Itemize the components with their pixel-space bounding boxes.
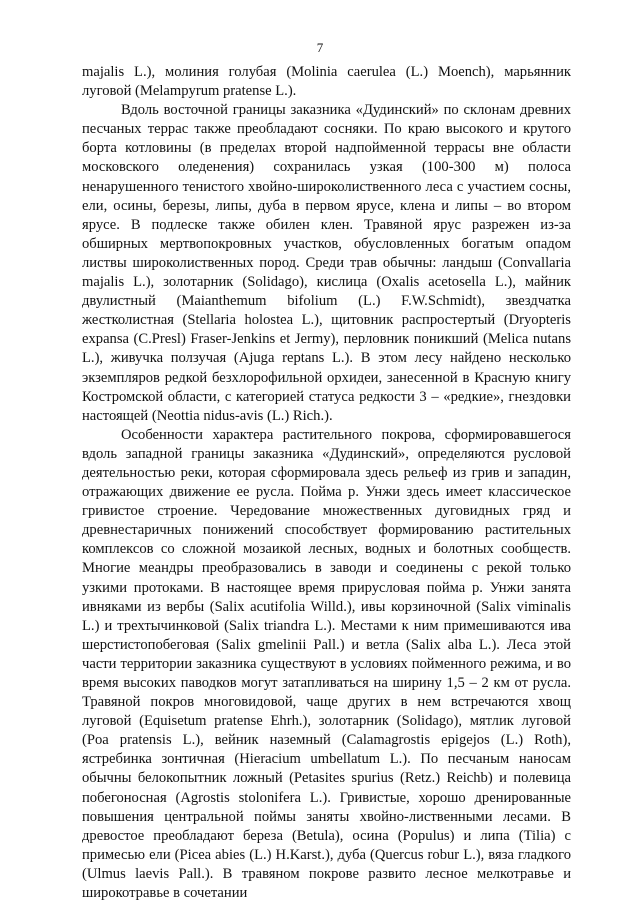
paragraph-western-border: Особенности характера растительного покрова, сформировавшегося вдоль западной границы заказника «Дудинский», определяются русловой деятельностью реки, которая сформировала здесь рельеф из грив и западин, отражающих движение ее русла. Пойма р. Унжи здесь имеет классическое гривистое строение. Чередование множественных дуговидных гряд и древнестаричных понижений способствует формированию растительных комплексов со сложной мозаикой лесных, водных и болотных сообществ. Многие меандры преобразовались в заводи и соединены с рекой только узкими протоками. В настоящее время прирусловая пойма р. Унжи занята ивняками из вербы (Salix acutifolia Willd.), ивы корзиночной (Salix viminalis L.) и трехтычинковой (Salix triandra L.). Местами к ним примешиваются ива шерстистопобеговая (Salix gmelinii Pall.) и ветла (Salix alba L.). Леса этой части территории заказника существуют в условиях пойменного режима, и во время высоких паводков могут затапливаться на ширину 1,5 – 2 км от русла. Травяной покров многовидовой, чаще других в нем встречаются хвощ луговой (Equisetum pratense Ehrh.), золотарник (Solidago), мятлик луговой (Poa pratensis L.), вейник наземный (Calamagrostis epigejos (L.) Roth), ястребинка зонтичная (Hieracium umbellatum L.). По песчаным наносам обычны белокопытник ложный (Petasites spurius (Retz.) Reichb) и полевица побегоносная (Agrostis stolonifera L.). Гривистые, хорошо дренированные повышения центральной поймы заняты хвойно-лиственными лесами. В древостое преобладают береза (Betula), осина (Populus) и липа (Tilia) с примесью ели (Picea abies (L.) H.Karst.), дуба (Quercus robur L.), вяза гладкого (Ulmus laevis Pall.). В травяном покрове развито лесное мелкотравье и широкотравье в сочетании bbox=[82, 426, 571, 902]
paragraph-eastern-border: Вдоль восточной границы заказника «Дудинский» по склонам древних песчаных террас также преобладают сосняки. По краю высокого и крутого борта котловины (в пределах второй надпойменной террасы вне области московского оледенения) сохранилась узкая (100-300 м) полоса ненарушенного тенистого хвойно-широколиственного леса с участием сосны, ели, осины, березы, липы, дуба в первом ярусе, клена и липы – во втором ярусе. В подлеске также обилен клен. Травяной ярус разрежен из-за обширных мертвопокровных участков, обусловленных богатым опадом листвы широколиственных пород. Среди трав обычны: ландыш (Convallaria majalis L.), золотарник (Solidago), кислица (Oxalis acetosella L.), майник двулистный (Maianthemum bifolium (L.) F.W.Schmidt), звездчатка жестколистная (Stellaria holostea L.), щитовник распростертый (Dryopteris expansa (C.Presl) Fraser-Jenkins et Jermy), перловник поникший (Melica nutans L.), живучка ползучая (Ajuga reptans L.). В этом лесу найдено несколько экземпляров редкой безхлорофильной орхидеи, занесенной в Красную книгу Костромской области, с категорией статуса редкости 3 – «редкие», гнездовки настоящей (Neottia nidus-avis (L.) Rich.). bbox=[82, 102, 571, 424]
document-body bbox=[82, 63, 571, 903]
page-number: 7 bbox=[316, 40, 324, 55]
paragraph-continuation: majalis L.), молиния голубая (Molinia caerulea (L.) Moench), марьянник луговой (Melampyrum pratense L.). bbox=[82, 64, 571, 100]
